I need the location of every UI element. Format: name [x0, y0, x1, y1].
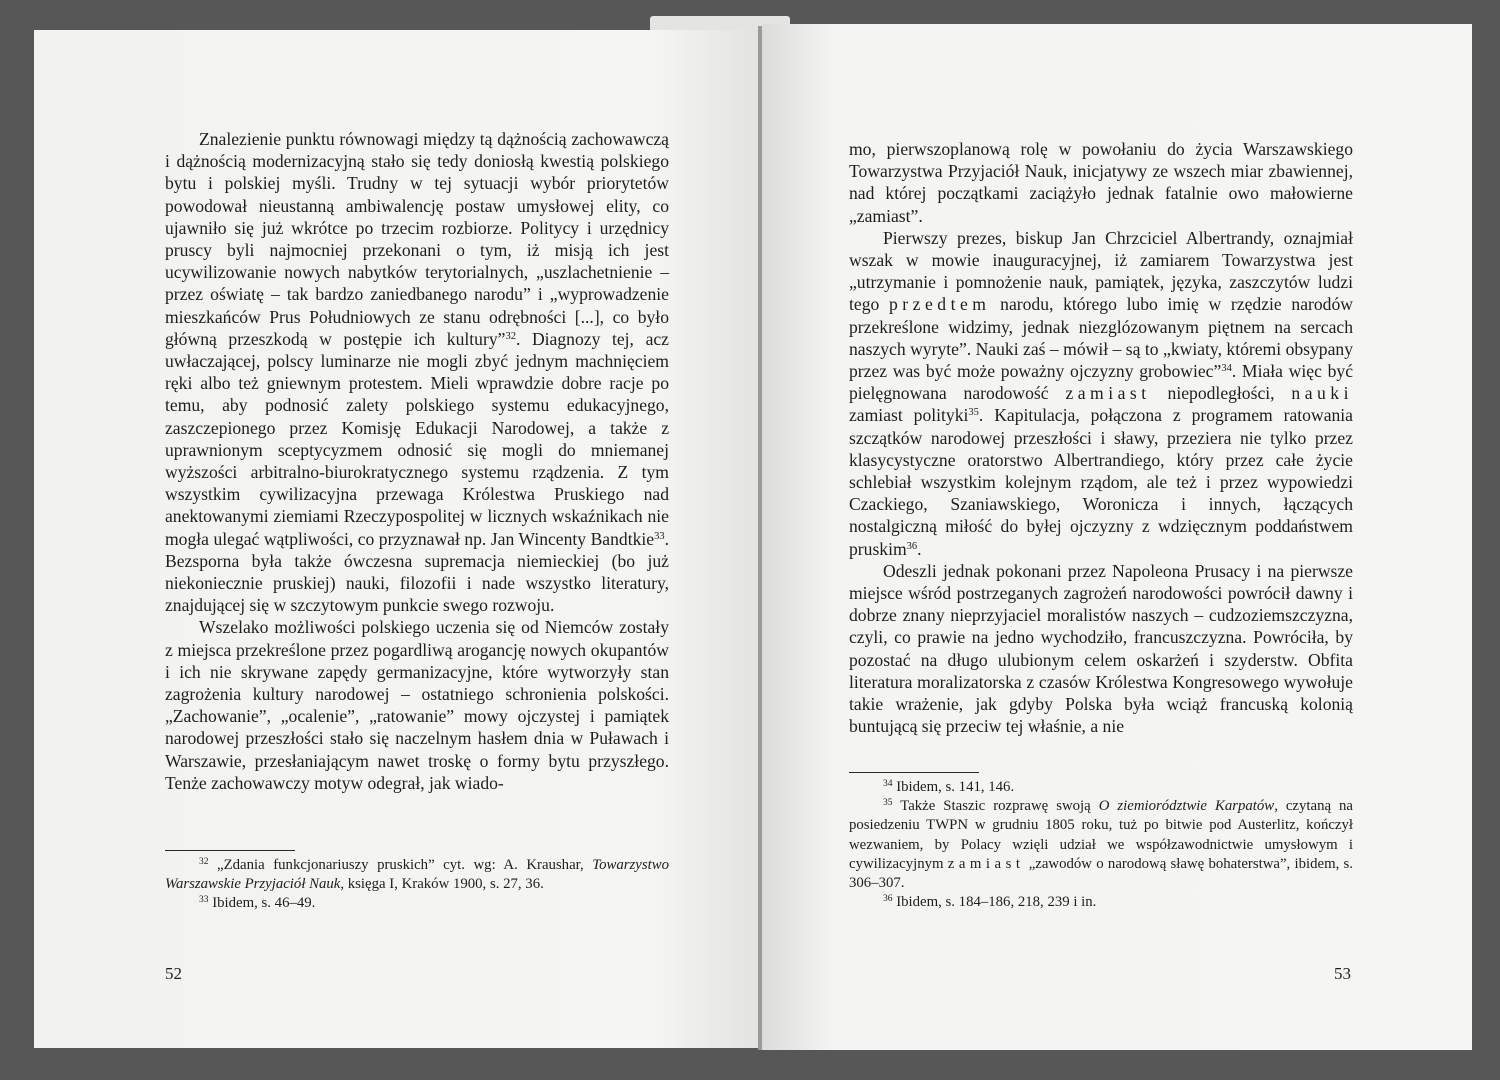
footnote-number: 33 [199, 895, 209, 906]
paragraph: Odeszli jednak pokonani przez Napoleona Prusacy i na pierwsze miejsce wśród postrzeganych zagrożeń narodowości powrócił dawny i dobrze znany nieprzyjaciel moralistów naszych – cudzoziemszczyzna, czyli, co prawie na jedno wychodziło, francuszczyzna. Powróciła, by pozostać na długo ulubionym celem oskarżeń i szyderstw. Obfita literatura moralizatorska z czasów Królestwa Kongresowego wywołuje takie wrażenie, jak gdyby Polska była wciąż francuską kolonią buntującą się przeciw tej właśnie, a nie [849, 560, 1353, 737]
footnote-number: 32 [199, 857, 209, 867]
paragraph [165, 128, 669, 616]
footnote-ref-35[interactable]: 35 [968, 407, 979, 419]
text-run: . [917, 538, 922, 559]
footnote-divider [849, 772, 979, 773]
footnote-ref-34[interactable]: 34 [1221, 363, 1232, 375]
text-run: . Diagnozy tej, acz uwłaczającej, polscy luminarze nie mogli zbyć jednym machnięciem ręki albo też gniewnym protestem. Mieli wprawdzie dobre racje po temu, aby podnosić zalety polskiego systemu edukacyjnego, zaszczepionego przez Komisję Edukacji Narodowej, a także z uprawnionym sceptycyzmem odnosić się mogli do mniemanej wyższości arbitralno-biurokratycznego systemu rządzenia. Z tym wszystkim cywilizacyjna przewaga Królestwa Pruskiego nad anektowanymi ziemiami Rzeczypospolitej w licznych wskaźnikach nie mogła ulegać wątpliwości, co przyznawał np. Jan Wincenty Bandtkie [165, 328, 669, 549]
right-body-text [849, 138, 1353, 737]
text-run: . Miała więc być pielęgnowana narodowość [849, 361, 1354, 404]
text-run: Pierwszy prezes, biskup Jan Chrzciciel Albertrandy, oznajmiał wszak w mowie inauguracyjnej, iż zamiarem Towarzystwa jest „utrzymanie i pomnożenie nauk, pamiątek, języka, zaszczytów ludzi tego [849, 227, 1353, 315]
page-number: 53 [1334, 964, 1351, 983]
text-run: narodu, którego lubo imię w rzędzie narodów przekreślone widzimy, jednak niezglózowanym piętnem na sercach naszych wyryte”. Nauki zaś – mówił – są to „kwiaty, któremi obsypany przez was być może poważny ojczyzny grobowiec” [849, 294, 1353, 382]
footnote-text: „zawodów o narodową sławę bohaterstwa”, ibidem, s. 306–307. [849, 855, 1353, 892]
footnote-32 [165, 856, 669, 894]
footnote-ref-32[interactable]: 32 [505, 330, 516, 342]
footnote-text: , księga I, Kraków 1900, s. 27, 36. [340, 876, 544, 893]
footnote-text: , czytaną na posiedzeniu TWPN w grudniu 1805 roku, tuż po bitwie pod Austerlitz, kończył wezwaniem, by Polacy wzięli udział we współzawodnictwie umysłowym i cywilizacyjnym [849, 798, 1353, 872]
text-run: Znalezienie punktu równowagi między tą dążnością zachowawczą i dążnością modernizacyjną stało się tedy doniosłą kwestią polskiego bytu i polskiej myśli. Trudny w tej sytuacji wybór priorytetów powodował nieustanną ambiwalencję postaw umysłowej elity, co ujawniło się już wkrótce po trzecim rozbiorze. Politycy i urzędnicy pruscy byli najmocniej przekonani o tym, iż misją ich jest ucywilizowanie nowych nabytków terytorialnych, „uszlachetnienie – przez oświatę – tak bardzo zaniedbanego narodu” i „wyprowadzenie mieszkańców Prus Południowych ze stanu odrębności [...], co było główną przeszkodą w postępie ich kultury” [165, 129, 669, 349]
footnote-text: Ibidem, s. 184–186, 218, 239 i in. [892, 894, 1097, 911]
footnote-number: 34 [883, 779, 893, 789]
spaced-emphasis: przedtem [889, 294, 991, 315]
footnote-number: 35 [883, 798, 893, 809]
footnote-text: Także Staszic rozprawę swoją [892, 798, 1099, 815]
text-run: niepodległości, [1150, 383, 1292, 404]
footnote-text: „Zdania funkcjonariuszy pruskich” cyt. wg: A. Kraushar, [208, 857, 593, 873]
text-run: zamiast polityki [849, 405, 969, 426]
footnote-33 [165, 894, 669, 913]
footnote-number: 36 [883, 894, 893, 905]
paragraph: Wszelako możliwości polskiego uczenia się od Niemców zostały z miejsca przekreślone przez pogardliwą arogancję nowych okupantów i ich nie skrywane zapędy germanizacyjne, które wytworzyły stan zagrożenia kultury narodowej – ostatniego schronienia polskości. „Zachowanie”, „ocalenie”, „ratowanie” mowy ojczystej i pamiątek narodowej przeszłości stało się naczelnym hasłem dnia w Puławach i Warszawie, przesłaniającym nawet troskę o formy bytu przyszłego. Tenże zachowawczy motyw odegrał, jak wiado- [165, 617, 669, 793]
spaced-emphasis: nauki [1291, 383, 1353, 404]
footnote-text: Ibidem, s. 141, 146. [892, 779, 1015, 795]
right-page [762, 24, 1472, 1050]
paragraph: mo, pierwszoplanową rolę w powołaniu do życia Warszawskiego Towarzystwa Przyjaciół Nauk, inicjatywy ze wszech miar zbawiennej, nad której początkami zaciążyło jednak fatalnie owo małowierne „zamiast”. [849, 139, 1353, 226]
paragraph [849, 227, 1353, 560]
footnote-ref-36[interactable]: 36 [906, 540, 918, 552]
book-title: O ziemiorództwie Karpatów [1098, 798, 1275, 815]
spaced-emphasis: zamiast [947, 855, 1025, 872]
footnote-35 [849, 797, 1353, 893]
book-title: Towarzystwo Warszawskie Przyjaciół Nauk [165, 857, 669, 893]
footnote-34 [849, 778, 1353, 797]
page-number: 52 [165, 964, 182, 983]
left-footnotes [165, 856, 669, 914]
text-run: . Kapitulacja, połączona z programem ratowania szczątków narodowej przeszłości i sławy, przeziera nie tylko przez klasycystyczne oratorstwo Albertrandiego, który przez całe życie schlebiał wszystkim kolejnym rządom, ale też i przez wypowiedzi Czackiego, Szaniawskiego, Woronicza i innych, łączących nostalgiczną miłość do byłej ojczyzny z wdzięcznym poddaństwem pruskim [849, 405, 1353, 559]
left-body-text [165, 128, 669, 794]
spaced-emphasis: zamiast [1065, 383, 1151, 404]
footnote-divider [165, 850, 295, 851]
footnote-36 [849, 893, 1353, 912]
text-run: . Bezsporna była także ówczesna supremacja niemieckiej (bo już niekoniecznie pruskiej) nauki, filozofii i nade wszystko literatury, znajdującej się w szczytowym punkcie swego rozwoju. [165, 528, 669, 616]
footnote-text: Ibidem, s. 46–49. [208, 895, 316, 912]
right-footnotes [849, 778, 1353, 912]
left-page [34, 30, 760, 1048]
footnote-ref-33[interactable]: 33 [654, 530, 665, 542]
